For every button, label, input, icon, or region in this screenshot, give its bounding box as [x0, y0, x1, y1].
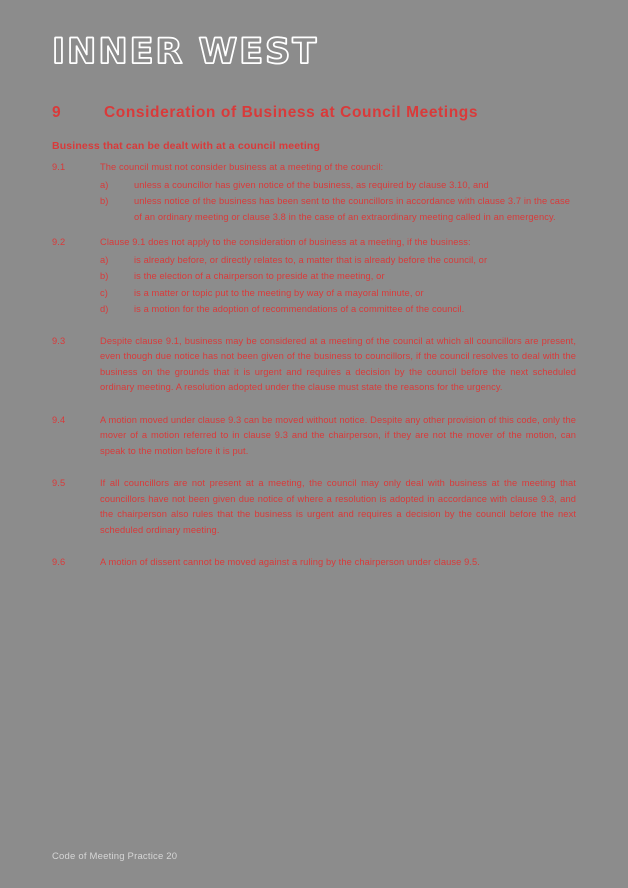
clause-row — [52, 334, 576, 396]
subsection-heading: Business that can be dealt with at a council meeting — [52, 140, 321, 152]
inner-west-council-logo-icon: INNER WEST — [52, 32, 319, 72]
subclause-label: a) — [100, 179, 109, 190]
subclause-label: b) — [100, 271, 109, 281]
subclause-row — [100, 194, 576, 225]
clause-number: 9.3 — [52, 335, 66, 346]
subclause-label: a) — [100, 254, 109, 265]
page-footer: Code of Meeting Practice 20 — [52, 851, 178, 862]
subclause-text: unless a councillor has given notice of the business, as required by clause 3.10, and — [134, 179, 489, 190]
subclause-text: is a motion for the adoption of recommendations of a committee of the council. — [134, 304, 465, 314]
subclause-text: is a matter or topic put to the meeting by way of a mayoral minute, or — [134, 287, 424, 298]
subclause-row — [100, 302, 576, 318]
spacer — [52, 540, 576, 555]
subclause-label: b) — [100, 196, 109, 206]
clause-row — [52, 413, 576, 460]
spacer — [52, 398, 576, 413]
clause-number: 9.1 — [52, 162, 66, 172]
subclause-text: unless notice of the business has been sent to the councillors in accordance with clause 3.7 in the case of an ordinary meeting or clause 3.8 in the case of an extraordinary meeting called in an emergency. — [134, 196, 570, 222]
page-title — [52, 104, 576, 122]
subclause-row — [100, 286, 576, 302]
subclause-text: is the election of a chairperson to preside at the meeting, or — [134, 271, 385, 281]
clause-row — [52, 555, 576, 571]
clause-number: 9.4 — [52, 414, 66, 425]
section-title: Consideration of Business at Council Meetings — [104, 104, 479, 121]
subclause-label: c) — [100, 287, 108, 298]
clause-text: If all councillors are not present at a meeting, the council may only deal with business at the meeting that councillors have not been given due notice of where a resolution is adopted in accordance with clause 9.3, and the chairperson also rules that the business is urgent and requires a decision by the council before the next scheduled ordinary meeting. — [100, 478, 576, 535]
clause-text: Clause 9.1 does not apply to the consideration of business at a meeting, if the business: — [100, 237, 471, 247]
subclause-row — [100, 253, 576, 269]
spacer — [52, 226, 576, 235]
clause-text: Despite clause 9.1, business may be considered at a meeting of the council at which all councillors are present, even though due notice has not been given of the business to councillors, if the council resolves to deal with the business on the grounds that it is urgent and requires a decision by the council before the next scheduled ordinary meeting. A resolution adopted under the clause must state the reasons for the urgency. — [100, 335, 576, 392]
masthead — [52, 30, 576, 74]
subclause-label: d) — [100, 304, 109, 314]
subclause-row — [100, 269, 576, 285]
spacer — [52, 461, 576, 476]
clause-row — [52, 476, 576, 538]
clause-row — [52, 235, 576, 251]
clause-row — [52, 160, 576, 176]
clause-number: 9.5 — [52, 478, 66, 488]
clause-text: The council must not consider business at a meeting of the council: — [100, 162, 384, 172]
spacer — [52, 319, 576, 334]
clause-text: A motion of dissent cannot be moved against a ruling by the chairperson under clause 9.5. — [100, 557, 480, 567]
clause-number: 9.2 — [52, 237, 66, 247]
section-number: 9 — [52, 104, 62, 121]
clause-number: 9.6 — [52, 557, 66, 567]
subclause-row — [100, 178, 576, 194]
subclause-text: is already before, or directly relates to, a matter that is already before the council, or — [134, 254, 488, 265]
clause-text: A motion moved under clause 9.3 can be moved without notice. Despite any other provision of this code, only the mover of a motion referred to in clause 9.3 and the chairperson, if they are not the mover of the motion, can speak to the motion before it is put. — [100, 414, 576, 456]
